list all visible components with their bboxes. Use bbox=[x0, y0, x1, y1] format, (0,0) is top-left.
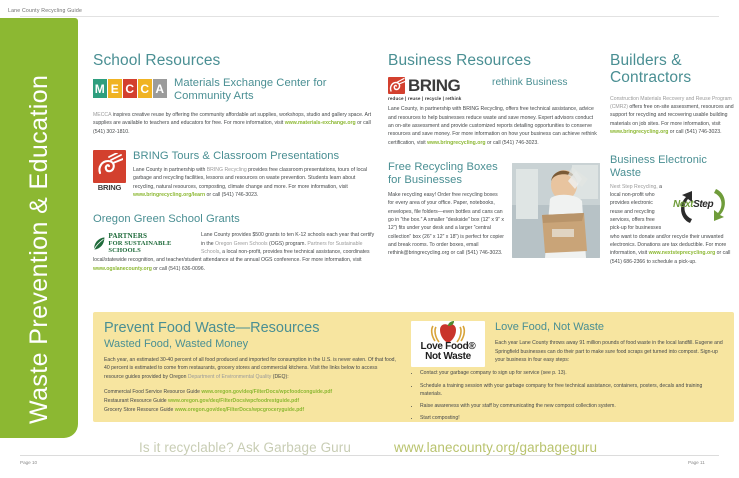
resource-url[interactable]: www.oregon.gov/deq/FilterDocs/wpcfoodconguide.pdf bbox=[201, 389, 333, 396]
love-food-body: Each year Lane County throws away 91 million pounds of food waste in the local landfill. Eugene and Springfield businesses can do their part to make sure food scraps get turned into compost. Sign-up your business in four easy steps: bbox=[495, 340, 723, 363]
mecca-body-tail: or call (541) 302-1810. bbox=[93, 120, 371, 135]
section-tab-label: Waste Prevention & Education bbox=[24, 74, 53, 424]
e-waste-body-tail: or call (541) 686-2366 to schedule a pick-up. bbox=[610, 250, 731, 265]
resource-guide-list bbox=[104, 388, 396, 414]
photo-graphic bbox=[512, 163, 600, 258]
builders-column bbox=[610, 52, 734, 277]
builders-body-tail: or call (541) 746-3023. bbox=[668, 129, 722, 136]
love-food-line-1: Love Food® bbox=[420, 340, 476, 352]
rethink-business-block bbox=[388, 77, 600, 147]
bring-wordmark-logo bbox=[388, 77, 484, 101]
ogs-body-pre: Lane County provides $500 grants to ten K-12 schools each year that certify in the bbox=[201, 232, 375, 247]
business-resources-column bbox=[388, 52, 600, 269]
ogs-body-tail: or call (541) 636-0096. bbox=[151, 265, 205, 272]
rethink-link[interactable]: www.bringrecycling.org bbox=[427, 139, 486, 146]
love-food-step: • Schedule a training session with your garbage company for free technical assistance, containers, posters, decals and training materials. bbox=[420, 382, 723, 399]
free-boxes-title: Free Recycling Boxes for Businesses bbox=[388, 161, 498, 186]
love-food-step: • Raise awareness with your staff by communicating the new compost collection system. bbox=[420, 402, 723, 411]
ogs-body-text: , a local non-profit, provides free technical assistance, coordinates local/statewide recognition, and teacher/student attendance at the annual OGS conference. For more information, visit bbox=[93, 248, 370, 264]
fw-body-tail: (DEQ): bbox=[271, 373, 289, 380]
pss-line-2: FOR SUSTAINABLE SCHOOLS bbox=[108, 239, 172, 254]
ogs-link[interactable]: www.ogslanecounty.org bbox=[93, 265, 152, 272]
love-food-steps bbox=[411, 369, 723, 422]
e-waste-title: Business Electronic Waste bbox=[610, 154, 707, 180]
bring-tours-body bbox=[133, 166, 376, 199]
mecca-body bbox=[93, 111, 376, 136]
rethink-body-tail: or call (541) 746-3023. bbox=[485, 139, 539, 146]
ogs-body-mid: (OGS) program. bbox=[267, 240, 308, 247]
resource-guide-item bbox=[104, 406, 396, 415]
fw-body-gray: Department of Environmental Quality bbox=[187, 373, 272, 380]
school-resources-column bbox=[93, 52, 376, 284]
bring-tours-title: BRING Tours & Classroom Presentations bbox=[133, 150, 340, 163]
woman-holding-recycling-box-photo bbox=[512, 163, 600, 258]
builders-contractors-title: Builders & Contractors bbox=[610, 52, 692, 87]
mecca-body-text: inspires creative reuse by offering the community affordable art supplies, workshops, studio and gallery space. Art supplies are available to teachers and educators for free. For more information, visit bbox=[93, 112, 372, 127]
resource-guide-item bbox=[104, 397, 396, 406]
resource-guide-item bbox=[104, 388, 396, 397]
bring-wordmark: BRING bbox=[97, 183, 122, 193]
footer-rule bbox=[20, 455, 719, 456]
resource-url[interactable]: www.oregon.gov/deq/FilterDocs/wpcgroceryguide.pdf bbox=[174, 406, 305, 413]
builders-link[interactable]: www.bringrecycling.org bbox=[610, 129, 669, 136]
partners-sustainable-schools-logo bbox=[93, 233, 201, 254]
leaf-icon bbox=[93, 236, 105, 251]
mecca-block bbox=[93, 77, 376, 136]
e-waste-body-gray: Next Step Recycling, bbox=[610, 183, 658, 190]
builders-body bbox=[610, 95, 734, 137]
rethink-business-body bbox=[388, 105, 600, 147]
business-resources-heading: Business Resources bbox=[388, 52, 532, 69]
green-school-grants-block bbox=[93, 213, 376, 273]
mecca-body-lead: MECCA bbox=[93, 112, 112, 119]
bring-tagline: reduce | reuse | recycle | rethink bbox=[388, 96, 462, 102]
e-waste-body-text: a local non-profit who provides electronic reuse and recycling services, offers free pick-up for businesses who want to donate and/or recycle their unwanted electronics. Donations are tax deductible. For more information, visit bbox=[610, 183, 727, 257]
builders-body-text: offers free on-site assessment, resources and support for recycling and recovering usable building materials on job sites. For more information, visit bbox=[610, 104, 734, 127]
love-food-line-2: Not Waste bbox=[425, 350, 471, 362]
mecca-letter: M bbox=[93, 79, 107, 98]
bring-bird-icon bbox=[388, 77, 405, 94]
mecca-logo bbox=[93, 79, 167, 98]
love-food-wordmark bbox=[411, 342, 485, 362]
ogs-body-gray2: Partners for Sustainable Schools bbox=[201, 240, 363, 255]
bring-tours-block bbox=[93, 150, 376, 199]
mecca-link[interactable]: www.materials-exchange.org bbox=[284, 120, 356, 127]
mecca-letter: C bbox=[138, 79, 152, 98]
mecca-letter: A bbox=[153, 79, 167, 98]
love-food-step: • Start composting! bbox=[420, 414, 723, 423]
free-boxes-body: Make recycling easy! Order free recycling boxes for every area of your office. Paper, notebooks, envelopes, file folders—even bottles and cans can go in “the box.” A smaller “deskside” box (12” x 9” x 12”) fits under your desk and a larger “central collection” box (26” x 12” x 18”) is perfect for copier and break rooms. To order boxes, email rethink@bringrecycling.org or call (541) 746-3023. bbox=[388, 191, 504, 257]
green-school-grants-title: Oregon Green School Grants bbox=[93, 213, 240, 226]
bring-tours-body-text: provides free classroom presentations, tours of local garbage and recycling facilities, lessons and resources on waste prevention. Students learn about recycling, natural resources, composting, climate change and more. For more information, visit bbox=[133, 167, 368, 190]
nextstep-word-step: Step bbox=[693, 198, 714, 210]
wasted-food-subheading: Wasted Food, Wasted Money bbox=[104, 337, 249, 350]
mecca-letter: E bbox=[108, 79, 122, 98]
pss-line-1: PARTNERS bbox=[108, 232, 148, 241]
header-rule bbox=[20, 16, 719, 17]
garbage-guru-url[interactable]: www.lanecounty.org/garbageguru bbox=[394, 440, 598, 455]
bring-tours-body-tail: or call (541) 746-3023. bbox=[205, 192, 259, 199]
prevent-food-waste-panel bbox=[93, 312, 734, 422]
resource-url[interactable]: www.oregon.gov/deq/FilterDocs/wpcfoodrestguide.pdf bbox=[167, 398, 300, 405]
rethink-business-title: rethink Business bbox=[492, 77, 568, 89]
bring-mark-icon bbox=[93, 150, 126, 183]
business-electronic-waste-block bbox=[610, 154, 734, 266]
bring-logo bbox=[93, 150, 126, 192]
bring-tours-body-gray: BRING Recycling bbox=[206, 167, 247, 174]
love-food-step: • Contact your garbage company to sign up for service (see p. 13). bbox=[420, 369, 723, 378]
e-waste-link[interactable]: www.nextsteprecycling.org bbox=[648, 250, 716, 257]
nextstep-wordmark bbox=[673, 200, 713, 210]
love-food-title: Love Food, Not Waste bbox=[495, 321, 605, 333]
resource-label: Commercial Food Service Resource Guide bbox=[104, 389, 202, 396]
school-resources-heading: School Resources bbox=[93, 52, 221, 69]
mecca-letter: C bbox=[123, 79, 137, 98]
bring-wordmark-text: BRING bbox=[408, 76, 461, 96]
prevent-food-waste-body bbox=[104, 356, 396, 381]
running-head: Lane County Recycling Guide bbox=[8, 8, 83, 14]
fw-body-text: Each year, an estimated 30-40 percent of all food produced and imported for consumption in the U.S. is never eaten. Of that food, 40 percent is estimated to come from restaurants, grocery stores and commercial kitchens. Visit the links below to access resource guides provided by Oregon bbox=[104, 357, 396, 380]
nextstep-word-next: Next bbox=[673, 198, 694, 210]
page-number-right: Page 11 bbox=[688, 460, 705, 465]
bring-tours-body-pre: Lane County in partnership with bbox=[133, 167, 207, 174]
love-food-not-waste-section bbox=[411, 321, 723, 426]
bring-mark-icon bbox=[388, 77, 405, 94]
bring-bird-icon bbox=[97, 153, 123, 175]
builders-contractors-block bbox=[610, 52, 734, 136]
resource-label: Restaurant Resource Guide bbox=[104, 398, 168, 405]
prevent-food-waste-heading: Prevent Food Waste—Resources bbox=[104, 320, 320, 336]
mecca-title: Materials Exchange Center for Community Arts bbox=[174, 77, 327, 103]
prevent-food-waste-left bbox=[104, 321, 396, 414]
nextstep-recycling-logo bbox=[670, 183, 734, 229]
free-recycling-boxes-block bbox=[388, 161, 600, 258]
builders-body-gray: Construction Materials Recovery and Reuse Program (CMR2) bbox=[610, 95, 732, 111]
garbage-guru-question: Is it recyclable? Ask Garbage Guru bbox=[139, 440, 351, 455]
resource-label: Grocery Store Resource Guide bbox=[104, 406, 175, 413]
bring-tours-link[interactable]: www.bringrecycling.org/learn bbox=[133, 192, 206, 199]
ogs-body-gray1: Oregon Green Schools bbox=[215, 240, 268, 247]
page-number-left: Page 10 bbox=[20, 460, 38, 465]
rethink-body-text: Lane County, in partnership with BRING Recycling, offers free technical assistance, advice and resources to help businesses reduce waste and save money. Expert advisors conduct an on-site assessment and provide customized reports detailing opportunities to conserve resources and save money. For more information on how your business can achieve rethink certification, visit bbox=[388, 106, 597, 146]
love-food-not-waste-logo bbox=[411, 321, 485, 367]
